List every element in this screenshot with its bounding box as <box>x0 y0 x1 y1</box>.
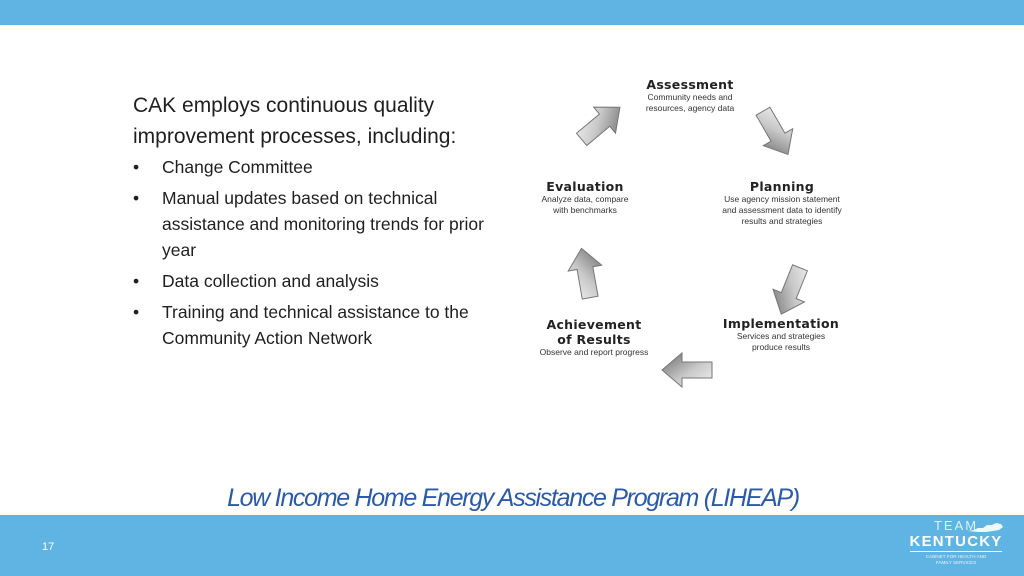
bullet-text: Training and technical assistance to the Community Action Network <box>162 302 469 348</box>
stage-title: Planning <box>749 179 815 194</box>
bullet-text: Change Committee <box>162 157 313 177</box>
stage-description: Services and strategies produce results <box>736 331 826 352</box>
bullet-symbol: • <box>133 188 140 208</box>
logo-tagline: CABINET FOR HEALTH AND <box>925 554 987 559</box>
kentucky-map-icon <box>966 522 1004 534</box>
bullet-text: Manual updates based on technical assistance and monitoring trends for prior year <box>162 188 484 260</box>
stage-planning <box>720 179 844 227</box>
stage-evaluation <box>530 179 640 216</box>
stage-achievement-of-results <box>538 317 650 358</box>
bullet-item <box>133 185 513 263</box>
logo-divider <box>910 551 1002 552</box>
team-kentucky-logo <box>904 519 1008 573</box>
slide-body <box>133 90 513 356</box>
stage-description: Observe and report progress <box>539 347 649 357</box>
stage-title: Assessment <box>646 77 734 92</box>
arrow-planning-to-implementation-icon <box>765 261 815 320</box>
stage-implementation <box>714 316 848 353</box>
page-number: 17 <box>42 541 55 553</box>
stage-title: Achievement of Results <box>546 317 642 347</box>
stage-title: Evaluation <box>546 179 624 194</box>
intro-text: CAK employs continuous quality improvement processes, including: <box>133 94 457 148</box>
stage-description: Community needs and resources, agency data <box>645 92 735 113</box>
bullet-list <box>133 154 513 351</box>
stage-title: Implementation <box>722 316 840 331</box>
bullet-symbol: • <box>133 271 140 291</box>
stage-description: Use agency mission statement and assessment data to identify results and strategies <box>722 194 842 226</box>
bullet-text: Data collection and analysis <box>162 271 379 291</box>
bullet-symbol: • <box>133 157 140 177</box>
footer-program-title: Low Income Home Energy Assistance Program (LIHEAP) <box>227 484 799 512</box>
bullet-item <box>133 268 513 294</box>
arrow-achievement-to-evaluation-icon <box>565 245 607 300</box>
stage-description: Analyze data, compare with benchmarks <box>541 194 629 215</box>
bullet-item <box>133 154 513 180</box>
bottom-banner <box>0 515 1024 576</box>
cycle-diagram <box>528 68 848 400</box>
bullet-item <box>133 299 513 351</box>
logo-team-text: TEAM <box>933 518 979 533</box>
bullet-symbol: • <box>133 302 140 322</box>
logo-state-text: KENTUCKY <box>909 533 1003 550</box>
logo-tagline: FAMILY SERVICES <box>935 559 977 565</box>
arrow-implementation-to-achievement-icon <box>662 353 712 387</box>
top-banner <box>0 0 1024 25</box>
stage-assessment <box>620 77 760 114</box>
